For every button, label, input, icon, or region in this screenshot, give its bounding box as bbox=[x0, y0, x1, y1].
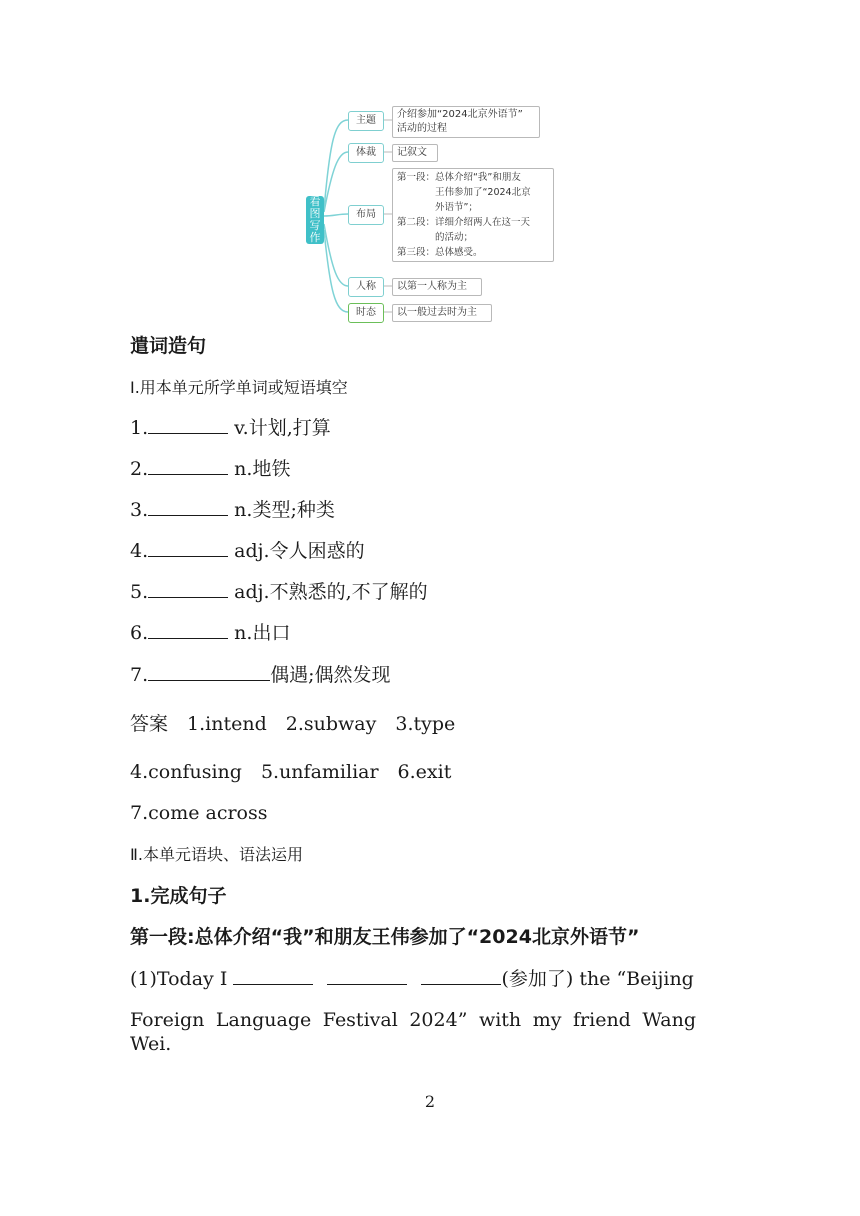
item-number: 7. bbox=[130, 664, 149, 686]
vocab-item-1 bbox=[130, 415, 331, 440]
sentence-hint: (参加了) the “Beijing bbox=[501, 968, 694, 990]
answer-blank[interactable] bbox=[148, 497, 228, 516]
item-definition: v.计划,打算 bbox=[228, 417, 331, 439]
mind-map-content-person: 以第一人称为主 bbox=[392, 278, 482, 296]
mind-map-content-theme: 介绍参加“2024北京外语节” 活动的过程 bbox=[392, 106, 540, 138]
answers-line-2: 4.confusing 5.unfamiliar 6.exit bbox=[130, 761, 452, 783]
item-definition: n.出口 bbox=[228, 622, 291, 644]
answers-line-1 bbox=[130, 712, 455, 736]
page-number: 2 bbox=[424, 1092, 436, 1111]
task1-title: 1.完成句子 bbox=[130, 885, 227, 907]
paragraph1-title: 第一段:总体介绍“我”和朋友王伟参加了“2024北京外语节” bbox=[130, 926, 640, 948]
item-number: 3. bbox=[130, 499, 149, 521]
mind-map-content-tense: 以一般过去时为主 bbox=[392, 304, 492, 322]
mind-map-center: 看图写作 bbox=[306, 196, 324, 244]
item-definition: adj.不熟悉的,不了解的 bbox=[228, 581, 428, 603]
item-number: 6. bbox=[130, 622, 149, 644]
sentence-start: (1)Today I bbox=[130, 968, 234, 990]
item-definition: n.地铁 bbox=[228, 458, 291, 480]
mind-map-label-genre: 体裁 bbox=[348, 143, 384, 163]
mind-map-content-genre: 记叙文 bbox=[392, 144, 438, 162]
answer-blank[interactable] bbox=[421, 966, 501, 985]
answer-blank[interactable] bbox=[148, 415, 228, 434]
answer-blank[interactable] bbox=[148, 579, 228, 598]
sentence-1 bbox=[130, 966, 694, 991]
answer-blank[interactable] bbox=[148, 538, 228, 557]
item-definition: 偶遇;偶然发现 bbox=[270, 664, 391, 686]
item-number: 1. bbox=[130, 417, 149, 439]
mind-map-label-layout: 布局 bbox=[348, 205, 384, 225]
vocab-item-7 bbox=[130, 662, 391, 687]
mind-map-label-person: 人称 bbox=[348, 277, 384, 297]
vocab-item-2 bbox=[130, 456, 290, 481]
part1-title: Ⅰ.用本单元所学单词或短语填空 bbox=[130, 378, 348, 397]
mind-map bbox=[300, 100, 570, 326]
vocab-item-3 bbox=[130, 497, 335, 522]
vocab-item-6 bbox=[130, 620, 290, 645]
vocab-item-5 bbox=[130, 579, 428, 604]
answers-line-3: 7.come across bbox=[130, 802, 268, 824]
answers-text: 1.intend 2.subway 3.type bbox=[187, 713, 456, 735]
item-definition: n.类型;种类 bbox=[228, 499, 335, 521]
sentence-1-continued: Foreign Language Festival 2024” with my friend Wang Wei. bbox=[130, 1009, 696, 1055]
item-number: 2. bbox=[130, 458, 149, 480]
vocab-item-4 bbox=[130, 538, 365, 563]
answer-blank[interactable] bbox=[327, 966, 407, 985]
part2-title: Ⅱ.本单元语块、语法运用 bbox=[130, 845, 303, 864]
item-definition: adj.令人困惑的 bbox=[228, 540, 365, 562]
mind-map-label-theme: 主题 bbox=[348, 111, 384, 131]
mind-map-label-tense: 时态 bbox=[348, 303, 384, 323]
answer-blank[interactable] bbox=[148, 456, 228, 475]
item-number: 5. bbox=[130, 581, 149, 603]
answer-blank[interactable] bbox=[148, 620, 228, 639]
answer-label: 答案 bbox=[130, 713, 169, 735]
answer-blank[interactable] bbox=[233, 966, 313, 985]
mind-map-content-layout: 第一段：总体介绍“我”和朋友 王伟参加了“2024北京 外语节”； 第二段：详细介绍两人在这一天 的活动； 第三段：总体感受。 bbox=[392, 168, 554, 262]
answer-blank[interactable] bbox=[148, 662, 270, 681]
section-title: 遣词造句 bbox=[130, 335, 207, 357]
item-number: 4. bbox=[130, 540, 149, 562]
